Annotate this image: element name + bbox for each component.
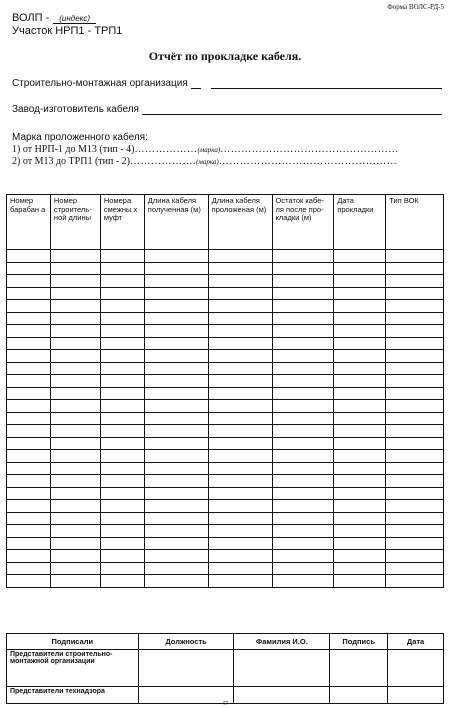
- table-cell[interactable]: [334, 537, 386, 550]
- org-label: Строительно-монтажная организация: [12, 78, 188, 89]
- table-cell[interactable]: [144, 375, 208, 388]
- table-row: [7, 450, 444, 463]
- table-cell[interactable]: [50, 437, 100, 450]
- table-cell[interactable]: [7, 450, 51, 463]
- table-cell[interactable]: [7, 337, 51, 350]
- table-cell[interactable]: [334, 375, 386, 388]
- table-cell[interactable]: [386, 475, 444, 488]
- org-field: [12, 78, 442, 89]
- table-cell[interactable]: [50, 262, 100, 275]
- table-cell[interactable]: [50, 287, 100, 300]
- table-cell[interactable]: [7, 362, 51, 375]
- table-cell[interactable]: [100, 450, 144, 463]
- column-header: Дата: [388, 634, 444, 650]
- table-cell[interactable]: [386, 287, 444, 300]
- factory-label: Завод-изготовитель кабеля: [12, 104, 139, 115]
- column-header: Дата прокладки: [334, 195, 386, 250]
- column-header: Подписали: [7, 634, 139, 650]
- position-cell[interactable]: [138, 687, 234, 704]
- table-cell[interactable]: [144, 500, 208, 513]
- index-hint: (индекс): [53, 14, 96, 24]
- table-cell[interactable]: [7, 562, 51, 575]
- table-cell[interactable]: [100, 287, 144, 300]
- table-cell[interactable]: [100, 250, 144, 263]
- table-row: [7, 337, 444, 350]
- signature-cell[interactable]: [330, 687, 388, 704]
- table-cell[interactable]: [208, 300, 272, 313]
- cable-line-2-dots-2: ……………………………………………: [218, 156, 398, 167]
- table-cell[interactable]: [100, 550, 144, 563]
- table-cell[interactable]: [272, 300, 334, 313]
- date-cell[interactable]: [388, 650, 444, 687]
- table-cell[interactable]: [100, 275, 144, 288]
- table-cell[interactable]: [7, 375, 51, 388]
- table-cell[interactable]: [50, 375, 100, 388]
- table-cell[interactable]: [7, 575, 51, 588]
- column-header: Длина кабеля полученная (м): [144, 195, 208, 250]
- table-cell[interactable]: [144, 462, 208, 475]
- table-cell[interactable]: [386, 387, 444, 400]
- table-cell[interactable]: [386, 425, 444, 438]
- table-cell[interactable]: [386, 412, 444, 425]
- table-cell[interactable]: [208, 375, 272, 388]
- org-fill-short[interactable]: [191, 78, 201, 89]
- document-title: Отчёт по прокладке кабеля.: [148, 49, 302, 63]
- table-cell[interactable]: [208, 437, 272, 450]
- table-cell[interactable]: [144, 325, 208, 338]
- page-number: 47: [222, 701, 228, 707]
- column-header: Остаток кабе-ля после про-кладки (м): [272, 195, 334, 250]
- table-cell[interactable]: [386, 250, 444, 263]
- table-cell[interactable]: [50, 475, 100, 488]
- column-header: Фамилия И.О.: [234, 634, 330, 650]
- table-cell[interactable]: [334, 437, 386, 450]
- table-cell[interactable]: [50, 312, 100, 325]
- table-cell[interactable]: [7, 325, 51, 338]
- table-cell[interactable]: [100, 300, 144, 313]
- table-cell[interactable]: [334, 500, 386, 513]
- table-cell[interactable]: [100, 437, 144, 450]
- table-cell[interactable]: [50, 325, 100, 338]
- table-cell[interactable]: [50, 350, 100, 363]
- table-cell[interactable]: [272, 487, 334, 500]
- table-row: [7, 562, 444, 575]
- table-row: [7, 375, 444, 388]
- table-row: [7, 525, 444, 538]
- table-cell[interactable]: [7, 262, 51, 275]
- table-cell[interactable]: [272, 512, 334, 525]
- table-cell[interactable]: [334, 450, 386, 463]
- table-cell[interactable]: [144, 575, 208, 588]
- table-cell[interactable]: [208, 362, 272, 375]
- table-cell[interactable]: [144, 475, 208, 488]
- table-cell[interactable]: [50, 525, 100, 538]
- signatures-table: [6, 633, 444, 704]
- column-header: Длина кабеля проложеная (м): [208, 195, 272, 250]
- table-cell[interactable]: [208, 462, 272, 475]
- table-cell[interactable]: [208, 287, 272, 300]
- cable-line-2-hint: (марка): [196, 158, 219, 166]
- table-cell[interactable]: [386, 400, 444, 413]
- column-header: Тип ВОК: [386, 195, 444, 250]
- table-cell[interactable]: [272, 437, 334, 450]
- table-cell[interactable]: [334, 262, 386, 275]
- signer-role: Представители технадзора: [7, 687, 139, 704]
- table-cell[interactable]: [100, 312, 144, 325]
- table-cell[interactable]: [272, 550, 334, 563]
- table-row: [7, 312, 444, 325]
- table-cell[interactable]: [144, 350, 208, 363]
- table-row: [7, 362, 444, 375]
- factory-fill[interactable]: [142, 104, 442, 115]
- table-cell[interactable]: [7, 512, 51, 525]
- table-cell[interactable]: [272, 275, 334, 288]
- table-cell[interactable]: [334, 362, 386, 375]
- table-cell[interactable]: [386, 575, 444, 588]
- table-cell[interactable]: [272, 350, 334, 363]
- table-cell[interactable]: [334, 400, 386, 413]
- table-cell[interactable]: [272, 575, 334, 588]
- column-header: Номер барабан а: [7, 195, 51, 250]
- table-cell[interactable]: [334, 562, 386, 575]
- table-cell[interactable]: [144, 387, 208, 400]
- table-cell[interactable]: [50, 362, 100, 375]
- table-cell[interactable]: [50, 450, 100, 463]
- table-row: [7, 550, 444, 563]
- table-cell[interactable]: [386, 512, 444, 525]
- table-cell[interactable]: [208, 475, 272, 488]
- table-cell[interactable]: [208, 512, 272, 525]
- table-cell[interactable]: [334, 325, 386, 338]
- table-cell[interactable]: [7, 350, 51, 363]
- table-cell[interactable]: [144, 537, 208, 550]
- table-cell[interactable]: [208, 525, 272, 538]
- table-cell[interactable]: [100, 562, 144, 575]
- table-cell[interactable]: [272, 475, 334, 488]
- column-header: Номер строитель-ной длины: [50, 195, 100, 250]
- table-cell[interactable]: [144, 450, 208, 463]
- table-cell[interactable]: [386, 325, 444, 338]
- factory-field: [12, 104, 442, 115]
- table-cell[interactable]: [208, 312, 272, 325]
- table-cell[interactable]: [50, 512, 100, 525]
- table-cell[interactable]: [386, 437, 444, 450]
- table-cell[interactable]: [272, 325, 334, 338]
- cable-line-1: [12, 144, 399, 155]
- table-row: [7, 575, 444, 588]
- table-cell[interactable]: [208, 425, 272, 438]
- table-cell[interactable]: [100, 412, 144, 425]
- table-cell[interactable]: [100, 525, 144, 538]
- table-cell[interactable]: [7, 387, 51, 400]
- table-cell[interactable]: [208, 500, 272, 513]
- table-cell[interactable]: [144, 487, 208, 500]
- section-label: Участок НРП1 - ТРП1: [12, 25, 123, 37]
- table-cell[interactable]: [100, 500, 144, 513]
- table-cell[interactable]: [100, 262, 144, 275]
- table-cell[interactable]: [334, 462, 386, 475]
- table-cell[interactable]: [7, 412, 51, 425]
- table-cell[interactable]: [208, 350, 272, 363]
- table-cell[interactable]: [386, 550, 444, 563]
- table-row: [7, 425, 444, 438]
- table-cell[interactable]: [208, 250, 272, 263]
- table-cell[interactable]: [334, 487, 386, 500]
- table-cell[interactable]: [272, 337, 334, 350]
- table-cell[interactable]: [100, 425, 144, 438]
- table-cell[interactable]: [144, 300, 208, 313]
- table-cell[interactable]: [50, 500, 100, 513]
- table-cell[interactable]: [334, 550, 386, 563]
- table-row: [7, 262, 444, 275]
- table-cell[interactable]: [7, 250, 51, 263]
- column-header: Подпись: [330, 634, 388, 650]
- table-cell[interactable]: [386, 450, 444, 463]
- name-cell[interactable]: [234, 650, 330, 687]
- table-cell[interactable]: [7, 312, 51, 325]
- table-cell[interactable]: [7, 275, 51, 288]
- table-cell[interactable]: [272, 400, 334, 413]
- table-cell[interactable]: [272, 462, 334, 475]
- table-cell[interactable]: [50, 387, 100, 400]
- column-header: Должность: [138, 634, 234, 650]
- column-header: Номера смежны х муфт: [100, 195, 144, 250]
- table-header-row: [7, 195, 444, 250]
- table-cell[interactable]: [334, 475, 386, 488]
- table-cell[interactable]: [7, 537, 51, 550]
- table-cell[interactable]: [386, 337, 444, 350]
- table-row: [7, 350, 444, 363]
- table-row: [7, 325, 444, 338]
- table-cell[interactable]: [208, 337, 272, 350]
- table-cell[interactable]: [334, 287, 386, 300]
- table-cell[interactable]: [272, 412, 334, 425]
- table-row: [7, 462, 444, 475]
- table-cell[interactable]: [50, 400, 100, 413]
- table-cell[interactable]: [208, 262, 272, 275]
- table-cell[interactable]: [208, 412, 272, 425]
- table-cell[interactable]: [144, 562, 208, 575]
- table-cell[interactable]: [272, 375, 334, 388]
- table-cell[interactable]: [272, 425, 334, 438]
- date-cell[interactable]: [388, 687, 444, 704]
- table-cell[interactable]: [386, 525, 444, 538]
- table-row: [7, 400, 444, 413]
- table-cell[interactable]: [144, 425, 208, 438]
- table-cell[interactable]: [100, 462, 144, 475]
- table-cell[interactable]: [208, 275, 272, 288]
- table-cell[interactable]: [386, 375, 444, 388]
- table-cell[interactable]: [334, 575, 386, 588]
- table-cell[interactable]: [100, 387, 144, 400]
- table-cell[interactable]: [50, 250, 100, 263]
- signatures-header-row: [7, 634, 444, 650]
- table-cell[interactable]: [7, 400, 51, 413]
- volp-label: ВОЛП -: [12, 12, 50, 24]
- table-cell[interactable]: [386, 312, 444, 325]
- table-row: [7, 475, 444, 488]
- signature-row: [7, 650, 444, 687]
- table-cell[interactable]: [386, 362, 444, 375]
- table-cell[interactable]: [50, 337, 100, 350]
- table-cell[interactable]: [7, 550, 51, 563]
- table-cell[interactable]: [334, 300, 386, 313]
- table-cell[interactable]: [272, 562, 334, 575]
- cable-laying-table: [6, 194, 444, 588]
- table-cell[interactable]: [334, 412, 386, 425]
- table-cell[interactable]: [208, 537, 272, 550]
- cable-line-1-dots[interactable]: ………………: [134, 144, 198, 155]
- table-cell[interactable]: [208, 562, 272, 575]
- cable-line-2: [12, 156, 397, 167]
- table-cell[interactable]: [100, 325, 144, 338]
- table-cell[interactable]: [386, 262, 444, 275]
- table-cell[interactable]: [144, 437, 208, 450]
- table-cell[interactable]: [334, 387, 386, 400]
- table-cell[interactable]: [334, 275, 386, 288]
- table-row: [7, 537, 444, 550]
- table-row: [7, 487, 444, 500]
- table-cell[interactable]: [7, 437, 51, 450]
- table-cell[interactable]: [386, 275, 444, 288]
- table-cell[interactable]: [334, 512, 386, 525]
- table-cell[interactable]: [208, 400, 272, 413]
- table-cell[interactable]: [386, 500, 444, 513]
- table-cell[interactable]: [144, 512, 208, 525]
- org-fill[interactable]: [211, 78, 442, 89]
- table-cell[interactable]: [100, 337, 144, 350]
- table-cell[interactable]: [100, 575, 144, 588]
- table-cell[interactable]: [208, 487, 272, 500]
- table-cell[interactable]: [7, 462, 51, 475]
- volp-line: [12, 12, 96, 24]
- table-cell[interactable]: [272, 250, 334, 263]
- table-cell[interactable]: [272, 262, 334, 275]
- table-cell[interactable]: [144, 275, 208, 288]
- table-cell[interactable]: [144, 412, 208, 425]
- table-cell[interactable]: [334, 250, 386, 263]
- table-cell[interactable]: [208, 450, 272, 463]
- table-cell[interactable]: [100, 512, 144, 525]
- table-cell[interactable]: [100, 350, 144, 363]
- signature-cell[interactable]: [330, 650, 388, 687]
- table-cell[interactable]: [50, 487, 100, 500]
- table-cell[interactable]: [7, 475, 51, 488]
- table-cell[interactable]: [100, 362, 144, 375]
- table-cell[interactable]: [100, 475, 144, 488]
- table-cell[interactable]: [334, 337, 386, 350]
- table-row: [7, 500, 444, 513]
- table-cell[interactable]: [7, 425, 51, 438]
- table-cell[interactable]: [272, 362, 334, 375]
- table-cell[interactable]: [208, 575, 272, 588]
- table-row: [7, 250, 444, 263]
- table-cell[interactable]: [100, 400, 144, 413]
- table-cell[interactable]: [386, 537, 444, 550]
- table-cell[interactable]: [7, 487, 51, 500]
- table-cell[interactable]: [386, 487, 444, 500]
- table-cell[interactable]: [334, 525, 386, 538]
- table-cell[interactable]: [50, 462, 100, 475]
- table-row: [7, 300, 444, 313]
- table-cell[interactable]: [100, 537, 144, 550]
- table-cell[interactable]: [7, 500, 51, 513]
- table-cell[interactable]: [50, 537, 100, 550]
- table-cell[interactable]: [144, 525, 208, 538]
- table-cell[interactable]: [50, 412, 100, 425]
- cable-line-2-text: 2) от М13 до ТРП1 (тип - 2): [12, 156, 131, 167]
- table-cell[interactable]: [272, 312, 334, 325]
- table-cell[interactable]: [386, 300, 444, 313]
- table-cell[interactable]: [208, 325, 272, 338]
- table-cell[interactable]: [272, 287, 334, 300]
- cable-line-2-dots[interactable]: ……………….: [130, 156, 197, 167]
- table-cell[interactable]: [50, 275, 100, 288]
- cable-mark-label: Марка проложенного кабеля:: [12, 132, 148, 143]
- table-cell[interactable]: [100, 487, 144, 500]
- table-cell[interactable]: [386, 562, 444, 575]
- table-cell[interactable]: [144, 262, 208, 275]
- name-cell[interactable]: [234, 687, 330, 704]
- table-cell[interactable]: [272, 387, 334, 400]
- table-cell[interactable]: [144, 250, 208, 263]
- form-code: Форма ВОЛС-РД-5: [387, 3, 444, 11]
- signer-role: Представители строительно-монтажной организации: [7, 650, 139, 687]
- table-cell[interactable]: [272, 450, 334, 463]
- table-cell[interactable]: [144, 400, 208, 413]
- cable-line-1-text: 1) от НРП-1 до М13 (тип - 4): [12, 144, 135, 155]
- table-cell[interactable]: [7, 525, 51, 538]
- table-cell[interactable]: [208, 387, 272, 400]
- table-cell[interactable]: [208, 550, 272, 563]
- table-cell[interactable]: [7, 287, 51, 300]
- table-cell[interactable]: [50, 425, 100, 438]
- table-cell[interactable]: [334, 312, 386, 325]
- table-row: [7, 287, 444, 300]
- position-cell[interactable]: [138, 650, 234, 687]
- table-cell[interactable]: [50, 300, 100, 313]
- table-row: [7, 412, 444, 425]
- table-cell[interactable]: [7, 300, 51, 313]
- table-cell[interactable]: [144, 337, 208, 350]
- table-cell[interactable]: [144, 362, 208, 375]
- table-cell[interactable]: [144, 287, 208, 300]
- table-row: [7, 437, 444, 450]
- table-cell[interactable]: [334, 350, 386, 363]
- table-cell[interactable]: [334, 425, 386, 438]
- table-cell[interactable]: [50, 550, 100, 563]
- table-cell[interactable]: [100, 375, 144, 388]
- table-cell[interactable]: [144, 312, 208, 325]
- table-cell[interactable]: [50, 575, 100, 588]
- table-row: [7, 275, 444, 288]
- table-cell[interactable]: [386, 350, 444, 363]
- table-row: [7, 512, 444, 525]
- cable-line-1-hint: (марка): [197, 146, 221, 154]
- cable-line-1-dots-2: ……………………………………………: [220, 144, 399, 155]
- table-row: [7, 387, 444, 400]
- table-cell[interactable]: [272, 537, 334, 550]
- table-cell[interactable]: [272, 500, 334, 513]
- table-cell[interactable]: [144, 550, 208, 563]
- table-cell[interactable]: [386, 462, 444, 475]
- table-cell[interactable]: [272, 525, 334, 538]
- table-cell[interactable]: [50, 562, 100, 575]
